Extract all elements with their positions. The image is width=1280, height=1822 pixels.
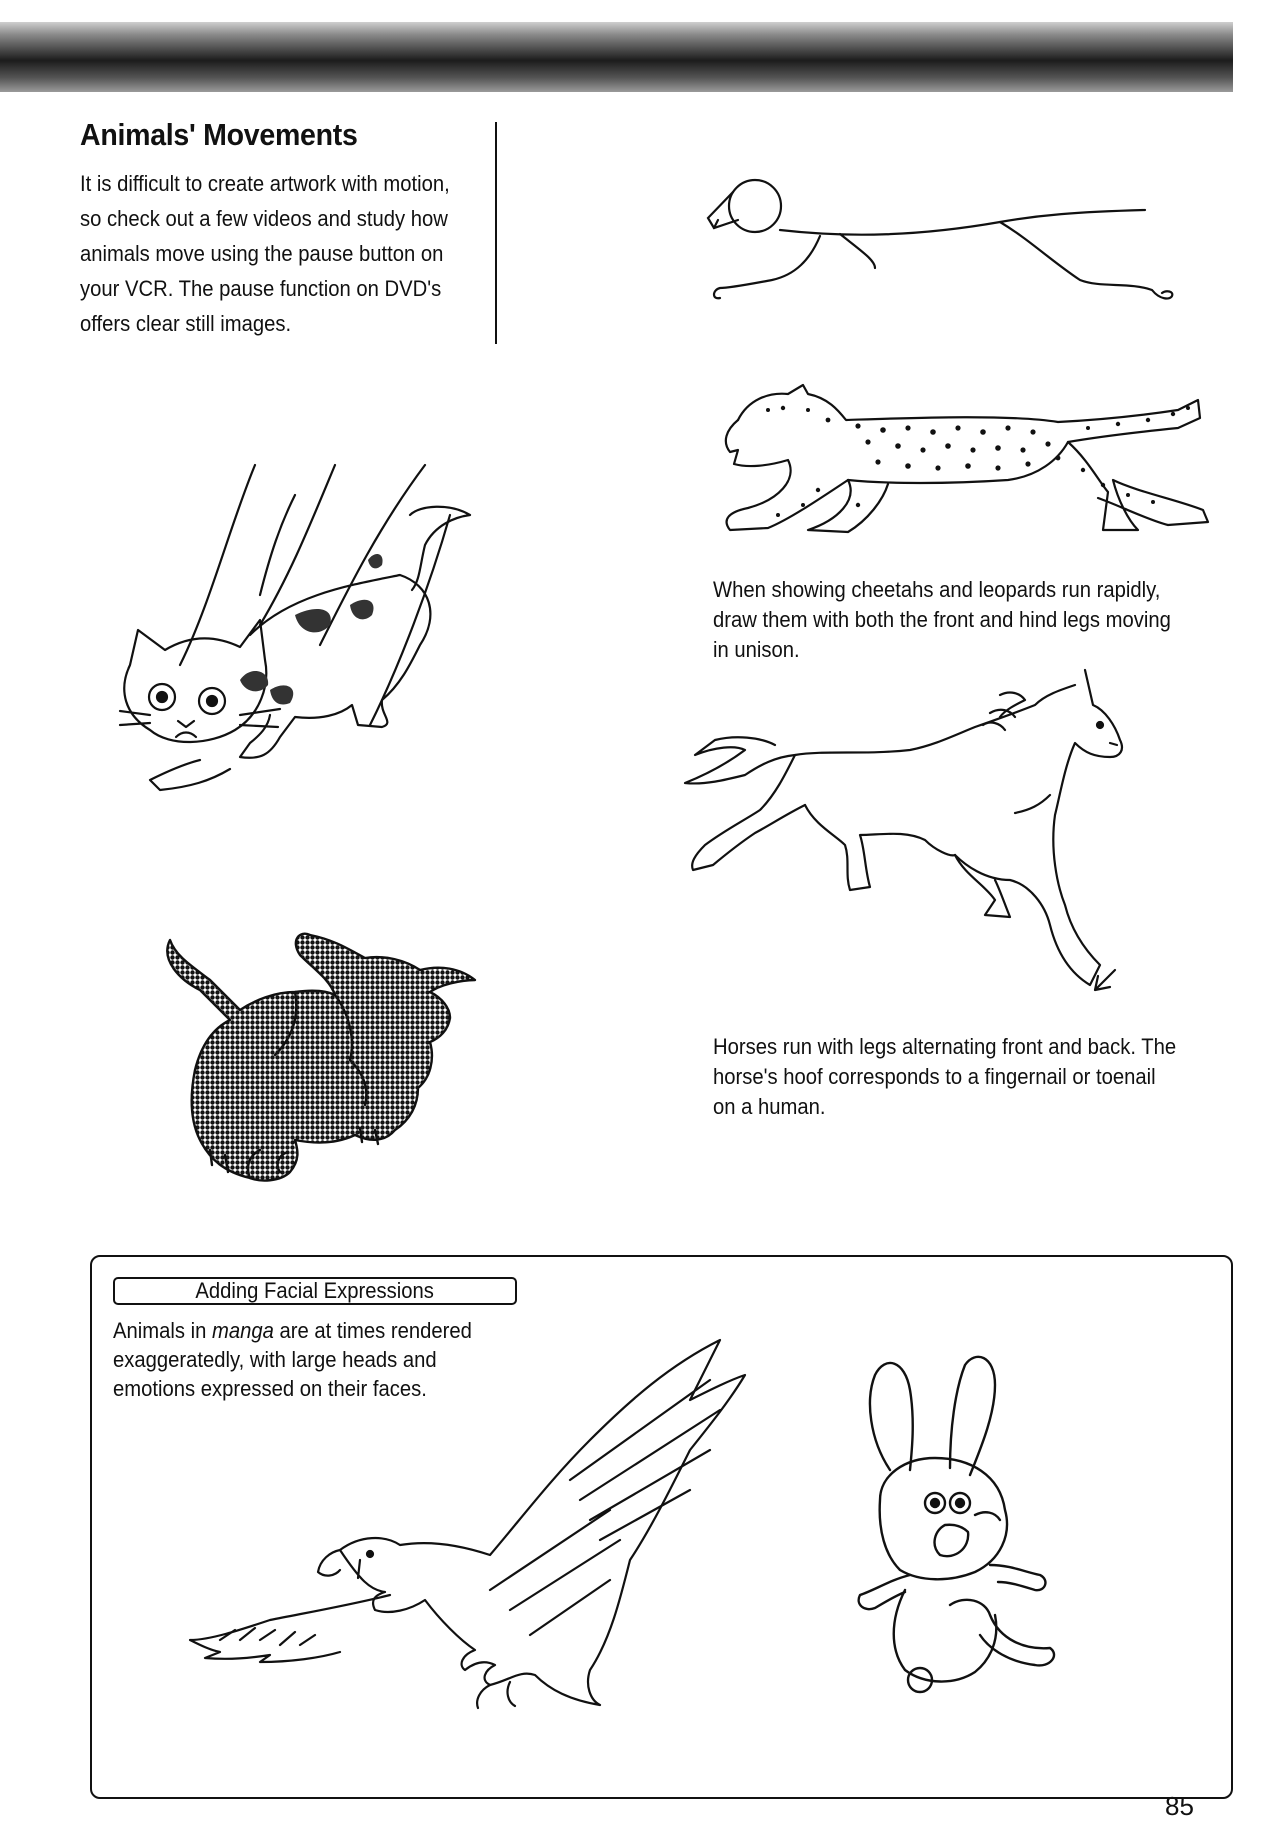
panel-text-emphasis: manga — [211, 1318, 274, 1343]
eagle-illustration — [190, 1340, 750, 1710]
header-bar — [0, 22, 1233, 92]
intro-paragraph: It is difficult to create artwork with motion, so check out a few videos and study how animals move using the pause button on your VCR. The pause function on DVD's offers clear still images. — [80, 171, 450, 336]
horse-caption: Horses run with legs alternating front and back. The horse's hoof corresponds to a fingernail or toenail on a human. — [713, 1034, 1177, 1119]
section-title: Animals' Movements — [80, 117, 358, 152]
cat-illustration — [120, 465, 520, 845]
panel-text-before: Animals in — [113, 1318, 212, 1343]
panel-title-box — [113, 1277, 517, 1305]
cheetah-illustration — [708, 380, 1208, 550]
dog-illustration — [150, 910, 510, 1190]
panel-text-after: are at times rendered exaggeratedly, with large heads and emotions expressed on their faces. — [113, 1318, 472, 1401]
cheetah-caption: When showing cheetahs and leopards run rapidly, draw them with both the front and hind legs moving in unison. — [713, 577, 1171, 662]
cheetah-skeleton-sketch — [700, 170, 1180, 320]
column-divider — [495, 122, 497, 344]
rabbit-illustration — [850, 1350, 1070, 1690]
panel-title: Adding Facial Expressions — [195, 1278, 435, 1303]
horse-illustration — [665, 665, 1155, 1025]
page-number: 85 — [1165, 1791, 1194, 1821]
